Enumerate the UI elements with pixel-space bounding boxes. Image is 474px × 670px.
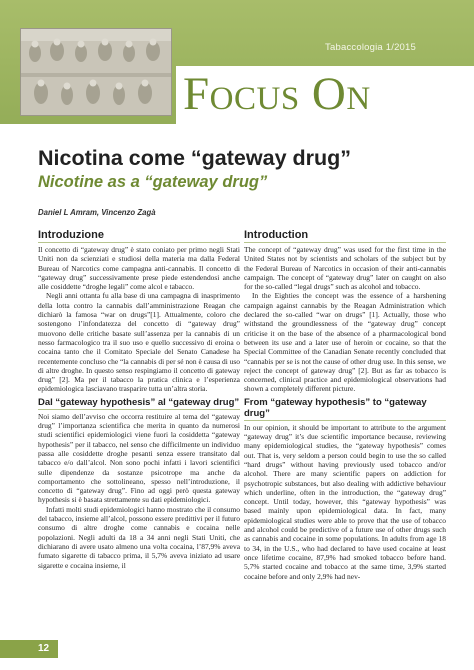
right-column-english: [244, 228, 446, 660]
bas-relief-image: [20, 28, 172, 116]
paragraph: Negli anni ottanta fu alla base di una campagna di inasprimento della lotta contro la cannabis dall’amministrazione Reagan che dichiarò la famosa “war on drugs”[1]. Attualmente, coloro che sostengono l’infondatezza del concetto di “gateway drug” muovono delle critiche basate sull’assenza per la cannabis di un nesso farmacologico tra il suo uso e quello successivo di eroina o cocaina tanto che il Comitato Speciale del Senato Canadese ha recentemente concluso che “la cannabis di per sé non è causa di uso di altre droghe. In questo senso respingiamo il concetto di gateway drug” [2]. Ma per il tabacco la pratica clinica e l’esperienza epidemiologica lasciavano trasparire tutta un’altra storia.: [38, 291, 240, 394]
paragraph: In our opinion, it should be important to attribute to the argument “gateway drug” it’s due scientific importance because, reviewing many epidemiological studies, the “gateway hypothesis” comes out. That is, very seldom a person could begin to use the so called “hard drugs” without having previously used tobacco and/or alcohol. There are many scientific papers on addiction for psychotropic substances, but also dealing with addictive behaviour which underline, often in the introduction, the “gateway drug” concept. Until today, however, this “gateway hypothesis” was based mainly upon epidemiological data. In fact, many epidemiological studies were able to prove that the use of tobacco and alcohol could be predictive of a future use of other drugs such as cannabis and cocaine in some populations. In adults from age 18 to 34, in the U.S., who had declared to have used cocaine at least once lifetime cocaine, 87,9% had smoked tobacco before hand. 5,7% started cocaine and tobacco at the same time, 3,9% started cocaine before and only 2,9% had nev-: [244, 422, 446, 581]
section-heading-introduction: Introduction: [244, 229, 446, 243]
paragraph: In the Eighties the concept was the essence of a harshening campaign against cannabis by the Reagan Administration which declared the so-called “war on drugs” [1]. Actually, those who withstand the groundlessness of the “gateway drug” concept criticise it on the base of the absence of a pharmacological bond between its use and a later use of heroin or cocaine, so that the Special Committee of the Canadian Senate recently concluded that “cannabis per se is not the cause of other drug use. In this sense, we reject the concept of gateway drug” [2]. But as far as tobacco is concerned, clinical practice and epidemiological observations had shown a completely different picture.: [244, 291, 446, 394]
page-number-bar: [0, 640, 38, 658]
issue-label: Tabaccologia 1/2015: [325, 42, 416, 53]
section-heading-gateway-hypothesis-en: From “gateway hypothesis” to “gateway drug”: [244, 397, 446, 421]
paragraph: Noi siamo dell’avviso che occorra restituire al tema del “gateway drug” l’importanza scientifica che merita in quanto da numerosi studi scientifici epidemiologici viene fuori la cosiddetta “gateway hypothesis” per il tabacco, nel senso che difficilmente un individuo passa alle cosiddette droghe pesanti senza essere transitato dal tabacco e/o dall’alcol. Non sono pochi infatti i lavori scientifici sulle dipendenze da sostanze psicotrope ma anche da comportamento che sottolineano, spesso nell’introduzione, il concetto di “gateway drug”. Fino ad oggi però questa gateway hypothesis si è basata strettamente su dati epidemiologici.: [38, 411, 240, 505]
article-title-english: Nicotine as a “gateway drug”: [38, 173, 268, 191]
paragraph: The concept of “gateway drug” was used for the first time in the United States not by scientists and scholars of the subject but by the Federal Bureau of Narcotics in occasion of their anti-cannabis campaign. The concept of “gateway drug” later on caught on also for the so-called “legal drugs” such as alcohol and tobacco.: [244, 245, 446, 292]
paragraph: Il concetto di “gateway drug” è stato coniato per primo negli Stati Uniti non da scienziati e studiosi della materia ma dalla Federal Bureau of Narcotics come campagna anti-cannabis. Il concetto di “gateway drug” successivamente prese piede estendendosi anche alle cosiddette “droghe legali” come alcol e tabacco.: [38, 245, 240, 292]
section-logo: Focus On: [183, 68, 371, 120]
article-authors: Daniel L Amram, Vincenzo Zagà: [38, 208, 156, 217]
left-column-italian: [38, 228, 240, 660]
page-number: [38, 640, 58, 658]
article-title-italian: Nicotina come “gateway drug”: [38, 146, 352, 170]
page-number-text: 12: [38, 643, 50, 654]
paragraph: Infatti molti studi epidemiologici hanno mostrato che il consumo del tabacco, insieme all’alcol, possono essere predittivi per il futuro consumo di altre droghe come cannabis e cocaina nelle popolazioni. Negli adulti da 18 a 34 anni negli Stati Uniti, che dichiarano di avere usato almeno una volta cocaina, l’87,9% aveva fumato sigarette di tabacco prima, il 5,7% aveva iniziato ad usare sigarette e cocaina insieme, il: [38, 504, 240, 570]
section-heading-introduzione: Introduzione: [38, 229, 240, 243]
section-heading-gateway-hypothesis-it: Dal “gateway hypothesis” al “gateway drug”: [38, 396, 240, 408]
